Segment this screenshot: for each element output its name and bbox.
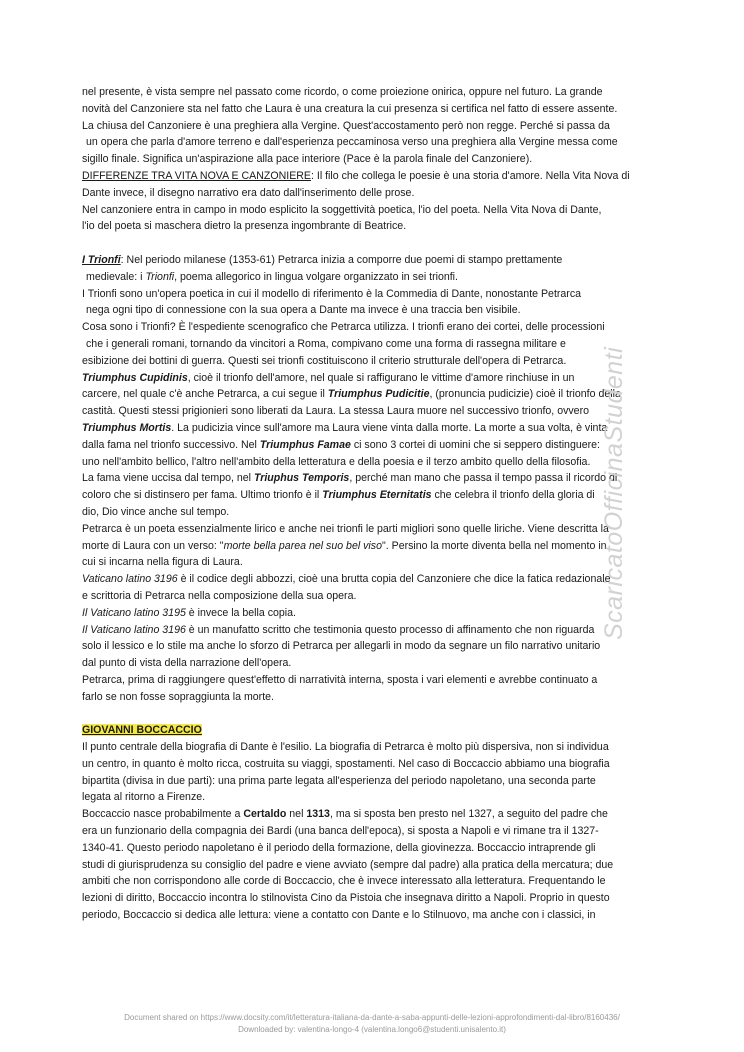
text-line: Il punto centrale della biografia di Dante è l'esilio. La biografia di Petrarca è molto più dispersiva, non si individua	[82, 741, 609, 754]
text-line: bipartita (divisa in due parti): una prima parte legata all'esperienza del periodo napoletano, una seconda parte	[82, 774, 596, 787]
text-line: Cosa sono i Trionfi? È l'espediente scenografico che Petrarca utilizza. I trionfi erano dei cortei, delle processioni	[82, 321, 605, 334]
text-line: lezioni di diritto, Boccaccio incontra lo stilnovista Cino da Pistoia che insegnava diritto a Napoli. Proprio in questo	[82, 892, 610, 905]
text-line: nel presente, è vista sempre nel passato come ricordo, o come proiezione onirica, oppure nel futuro. La grande	[82, 86, 603, 98]
text-line: Nel canzoniere entra in campo in modo esplicito la soggettività poetica, l'io del poeta. Nella Vita Nova di Dante,	[82, 203, 602, 216]
quoted-verse: morte bella parea nel suo bel viso	[223, 539, 382, 552]
text-line: nega ogni tipo di connessione con la sua opera a Dante ma invece è una traccia ben visibile.	[86, 304, 521, 317]
text-line: periodo, Boccaccio si dedica alle lettura: viene a contatto con Dante e lo Stilnuovo, ma anche con i classici, in	[82, 909, 596, 922]
text-line: sigillo finale. Significa un'aspirazione alla pace interiore (Pace è la parola finale del Canzoniere).	[82, 153, 533, 166]
text-line: morte di Laura con un verso: "morte bella parea nel suo bel viso". Persino la morte diventa bella nel momento in	[82, 539, 607, 552]
triumph-famae: Triumphus Famae	[259, 438, 351, 451]
text-line: La chiusa del Canzoniere è una preghiera alla Vergine. Quest'accostamento però non regge. Perché si passa da	[82, 119, 610, 132]
text-line: DIFFERENZE TRA VITA NOVA E CANZONIERE: Il filo che collega le poesie è una storia d'amore. Nella Vita Nova di	[82, 169, 630, 182]
paragraph-gap	[82, 705, 662, 722]
footer-downloaded-by: Downloaded by: valentina-longo-4 (valentina.longo6@studenti.unisalento.it)	[238, 1025, 506, 1034]
text-line: solo il lessico e lo stile ma anche lo sforzo di Petrarca per allegarli in modo da segnare un filo narrativo unitario	[82, 640, 601, 653]
paragraph-gap	[82, 235, 662, 252]
codex-3195: Il Vaticano latino 3195	[82, 606, 186, 619]
text-line: studi di giurisprudenza su consiglio del padre e viene avviato (sempre dal padre) alla pratica della mercatura; due	[82, 858, 614, 871]
text-line: Il Vaticano latino 3196 è un manufatto scritto che testimonia questo processo di affinamento che non riguarda	[82, 623, 595, 636]
text-line: era un funzionario della compagnia dei Bardi (una banca dell'epoca), si sposta a Napoli e vi rimane tra il 1327-	[82, 825, 599, 838]
text-line: Il Vaticano latino 3195 è invece la bella copia.	[82, 606, 296, 619]
text-line: Triumphus Cupidinis, cioè il trionfo dell'amore, nel quale si raffigurano le vittime d'amore rinchiuse in un	[82, 371, 575, 384]
text-line: Boccaccio nasce probabilmente a Certaldo nel 1313, ma si sposta ben presto nel 1327, a seguito del padre che	[82, 808, 608, 821]
text-line: I Trionfi: Nel periodo milanese (1353-61) Petrarca inizia a comporre due poemi di stampo prettamente	[82, 253, 563, 266]
text-line: dio, Dio vince anche sul tempo.	[82, 505, 230, 518]
text-line: uno nell'ambito bellico, l'altro nell'ambito della letteratura e della poesia e il terzo ambito quello della filosofia.	[82, 455, 591, 468]
page-body	[82, 84, 662, 924]
triumph-pudicitie: Triumphus Pudicitie	[327, 388, 430, 401]
section-heading-trionfi: I Trionfi	[82, 253, 121, 266]
text-line: Triumphus Mortis. La pudicizia vince sull'amore ma Laura viene vinta dalla morte. La morte a sua volta, è vinta	[82, 421, 608, 434]
codex-3196-b: Il Vaticano latino 3196	[82, 623, 186, 636]
text-line: Petrarca è un poeta essenzialmente lirico e anche nei trionfi le parti migliori sono quelle liriche. Viene descritta la	[82, 522, 609, 535]
text-line: La fama viene uccisa dal tempo, nel Triuphus Temporis, perché man mano che passa il tempo passa il ricordo di	[82, 472, 618, 485]
text-line: I Trionfi sono un'opera poetica in cui il modello di riferimento è la Commedia di Dante, nonostante Petrarca	[82, 287, 582, 300]
year-1313: 1313	[306, 808, 330, 821]
text-line: legata al ritorno a Firenze.	[82, 791, 206, 804]
text-line: Dante invece, il disegno narrativo era dato dall'inserimento delle prose.	[82, 186, 415, 199]
text-line: carcere, nel quale c'è anche Petrarca, a cui segue il Triumphus Pudicitie, (pronuncia pudicizie) cioè il trionfo della	[82, 388, 621, 401]
text-line: esibizione dei bottini di guerra. Questi sei trionfi costituiscono il criterio strutturale dell'opera di Petrarca.	[82, 354, 567, 367]
text-line: dalla fama nel trionfo successivo. Nel Triumphus Famae ci sono 3 cortei di uomini che si seppero distinguere:	[82, 438, 600, 451]
text-line: medievale: i Trionfi, poema allegorico in lingua volgare organizzato in sei trionfi.	[86, 270, 458, 283]
section-heading-boccaccio: GIOVANNI BOCCACCIO	[82, 724, 202, 737]
text-line: un centro, in quanto è molto ricca, costruita su viaggi, spostamenti. Nel caso di Boccaccio abbiamo una biografia	[82, 757, 610, 770]
text-line	[82, 722, 662, 739]
text-line: ambiti che non corrispondono alle corde di Boccaccio, che è invece interessato alla letteratura. Frequentando le	[82, 875, 606, 888]
text-line: Petrarca, prima di raggiungere quest'effetto di narratività interna, sposta i vari elementi e avrebbe continuato a	[82, 673, 598, 686]
text-line: l'io del poeta si maschera dietro la presenza ingombrante di Beatrice.	[82, 220, 407, 233]
text-line: Vaticano latino 3196 è il codice degli abbozzi, cioè una brutta copia del Canzoniere che dice la fatica redazionale	[82, 573, 611, 586]
place-certaldo: Certaldo	[243, 808, 287, 821]
text-line: castità. Questi stessi prigionieri sono liberati da Laura. La stessa Laura muore nel successivo trionfo, ovvero	[82, 405, 589, 418]
text-line: coloro che si distinsero per fama. Ultimo trionfo è il Triumphus Eternitatis che celebra il trionfo della gloria di	[82, 489, 595, 502]
text-line: cui si incarna nella figura di Laura.	[82, 556, 243, 569]
watermark-text: ScaricatoOfficinaStudenti	[600, 346, 628, 640]
triumph-temporis: Triuphus Temporis	[253, 472, 350, 485]
text-line: farlo se non fosse sopraggiunta la morte.	[82, 690, 274, 703]
text-line: un opera che parla d'amore terreno e dall'esperienza peccaminosa verso una preghiera alla Vergine messa come	[86, 136, 618, 149]
text-line: e scrittoria di Petrarca nella composizione della sua opera.	[82, 589, 357, 602]
footer-shared-link[interactable]: Document shared on https://www.docsity.com/it/letteratura-italiana-da-dante-a-saba-appunti-delle-lezioni-approfondimenti-dal-libro/8160436/	[124, 1013, 620, 1022]
text-line: 1340-41. Questo periodo napoletano è il periodo della formazione, della giovinezza. Boccaccio intraprende gli	[82, 841, 596, 854]
text-line: che i generali romani, tornando da vincitori a Roma, compivano come una forma di rassegna militare e	[86, 337, 566, 350]
text-line: novità del Canzoniere sta nel fatto che Laura è una creatura la cui presenza si certifica nel fatto di essere assente.	[82, 102, 618, 115]
triumph-mortis: Triumphus Mortis	[82, 421, 172, 434]
text-line: dal punto di vista della narrazione dell'opera.	[82, 657, 292, 670]
section-heading-differenze: DIFFERENZE TRA VITA NOVA E CANZONIERE	[82, 169, 311, 182]
triumph-eternitatis: Triumphus Eternitatis	[322, 489, 432, 502]
codex-3196: Vaticano latino 3196	[82, 573, 178, 586]
triumph-cupidinis: Triumphus Cupidinis	[82, 371, 188, 384]
